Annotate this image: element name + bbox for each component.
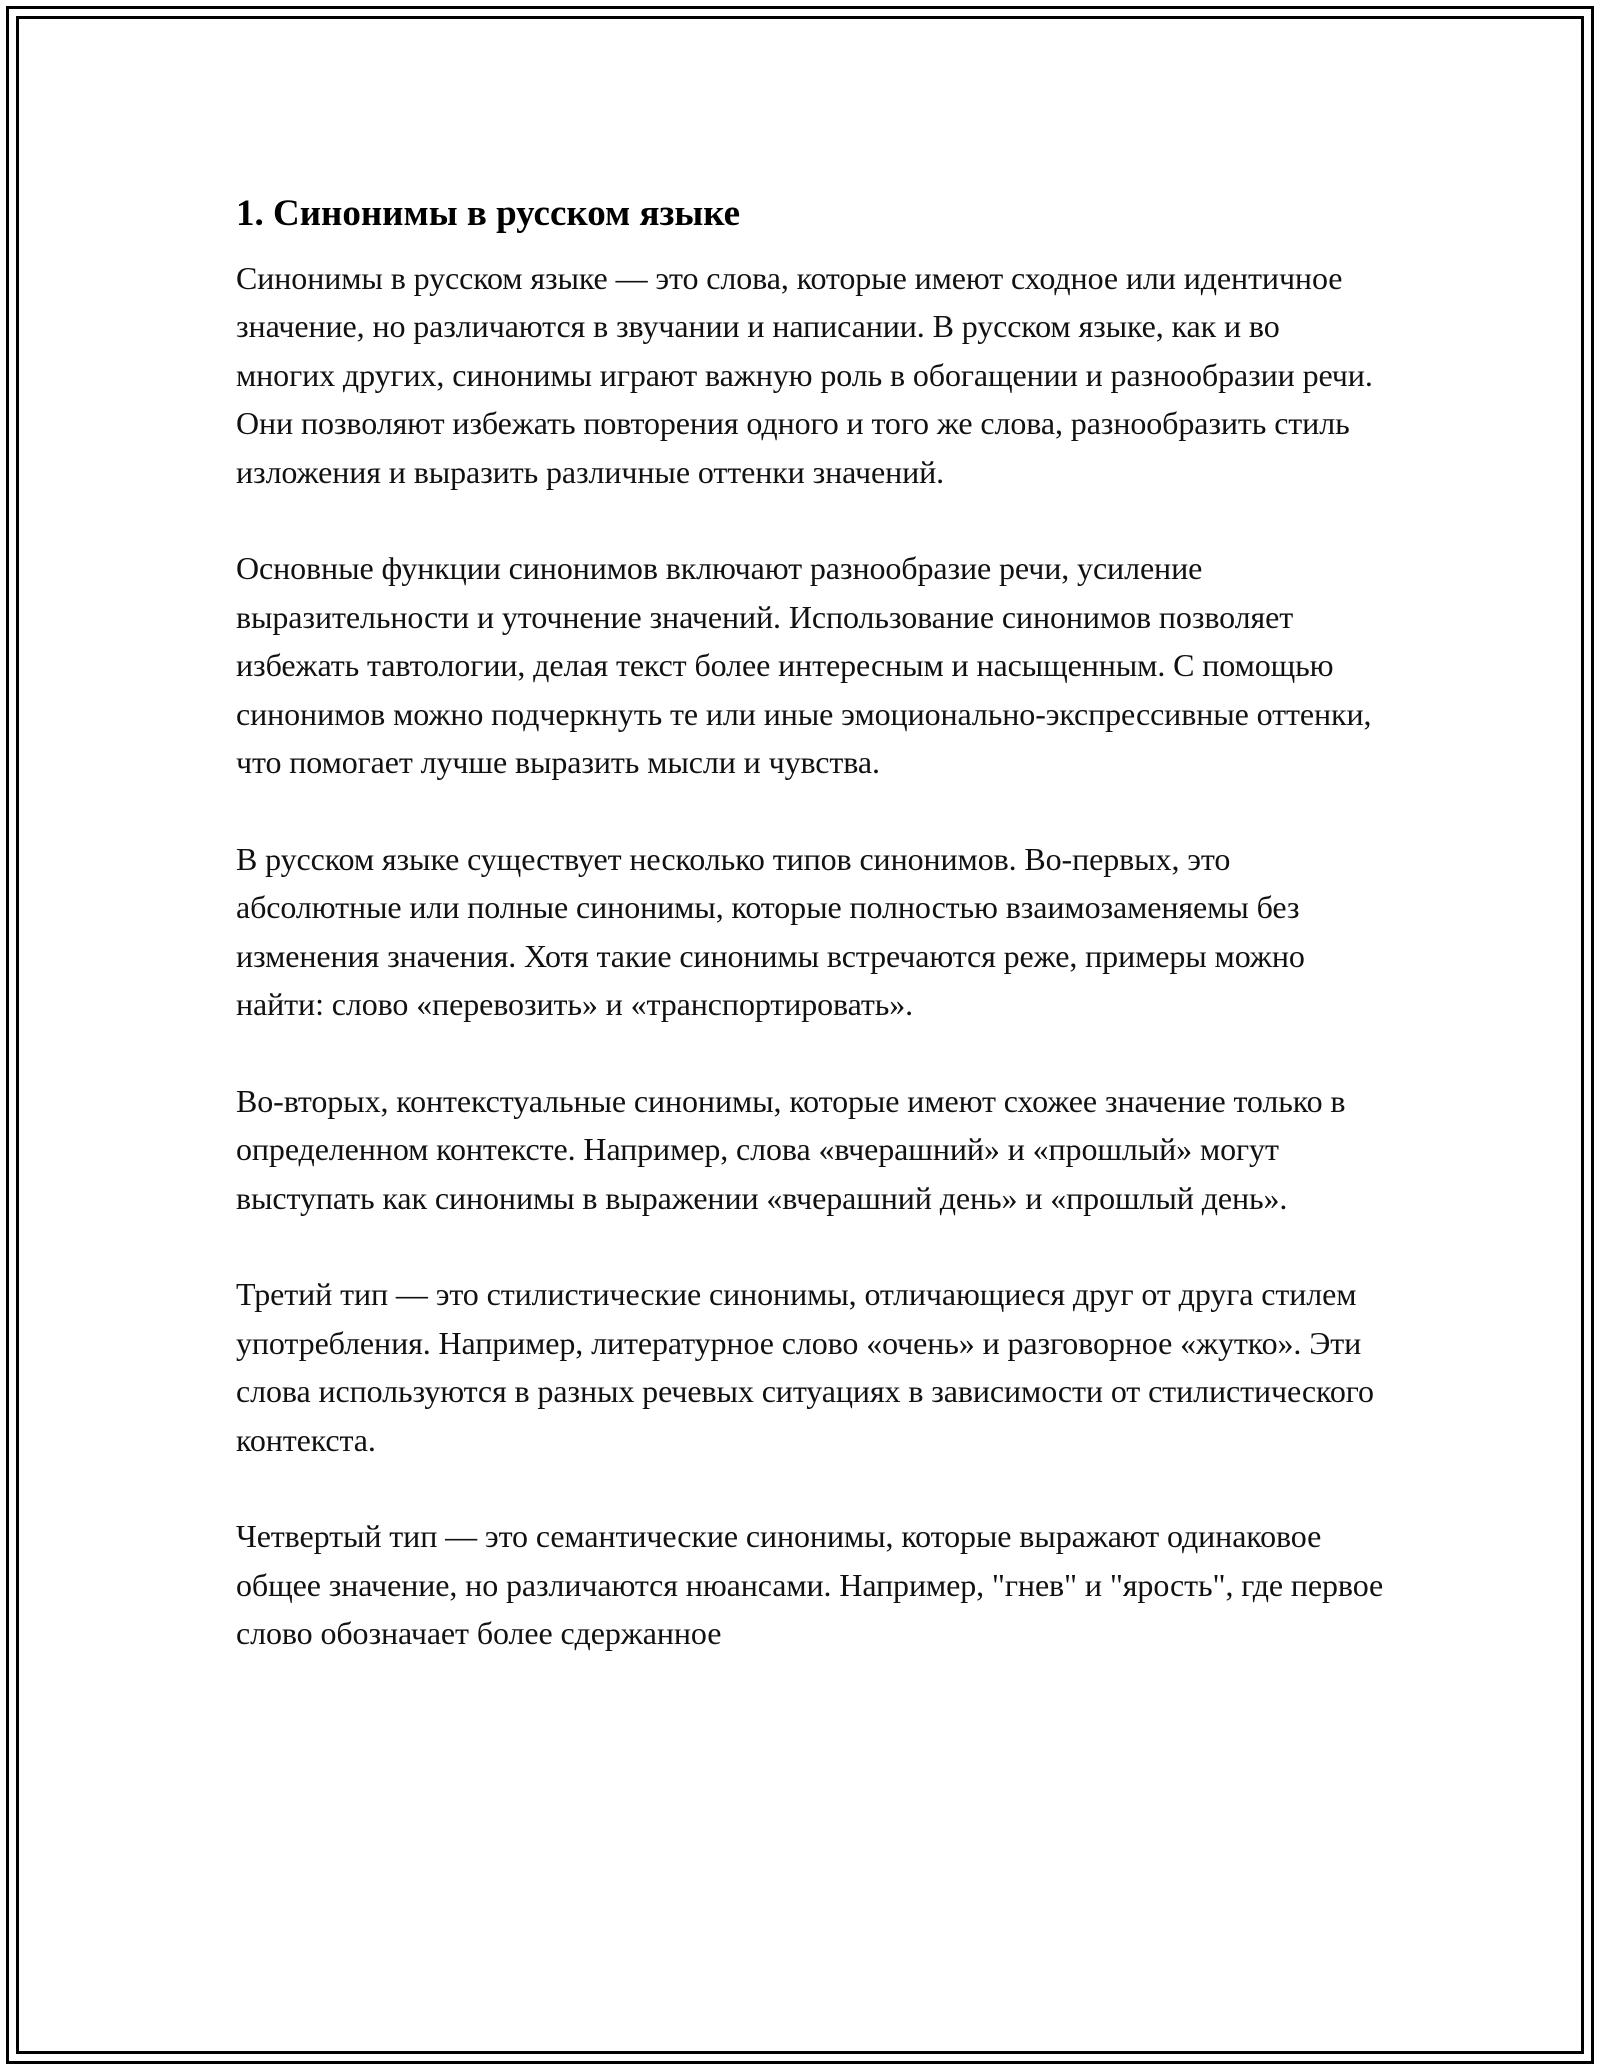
document-body	[236, 184, 1386, 1658]
section-heading: 1. Синонимы в русском языке	[236, 193, 741, 234]
paragraph-4: Во-вторых, контекстуальные синонимы, которые имеют схожее значение только в определенном контексте. Например, слова «вчерашний» и «прошлый» могут выступать как синонимы в выражении «вчерашний день» и «прошлый день».	[236, 1082, 1346, 1216]
paragraph-5: Третий тип — это стилистические синонимы, отличающиеся друг от друга стилем употребления. Например, литературное слово «очень» и разговорное «жутко». Эти слова используются в разных речевых ситуациях в зависимости от стилистического контекста.	[236, 1276, 1374, 1458]
paragraph-2: Основные функции синонимов включают разнообразие речи, усиление выразительности и уточнение значений. Использование синонимов позволяет избежать тавтологии, делая текст более интересным и насыщенным. С помощью синонимов можно подчеркнуть те или иные эмоционально-экспрессивные оттенки, что помогает лучше выразить мысли и чувства.	[236, 550, 1372, 781]
paragraph-6: Четвертый тип — это семантические синонимы, которые выражают одинаковое общее значение, но различаются нюансами. Например, "гнев" и "ярость", где первое слово обозначает более сдержанное	[236, 1518, 1384, 1652]
paragraph-1: Синонимы в русском языке — это слова, которые имеют сходное или идентичное значение, но различаются в звучании и написании. В русском языке, как и во многих других, синонимы играют важную роль в обогащении и разнообразии речи. Они позволяют избежать повторения одного и того же слова, разнообразить стиль изложения и выразить различные оттенки значений.	[236, 260, 1373, 490]
paragraph-3: В русском языке существует несколько типов синонимов. Во-первых, это абсолютные или полные синонимы, которые полностью взаимозаменяемы без изменения значения. Хотя такие синонимы встречаются реже, примеры можно найти: слово «перевозить» и «транспортировать».	[236, 840, 1305, 1023]
